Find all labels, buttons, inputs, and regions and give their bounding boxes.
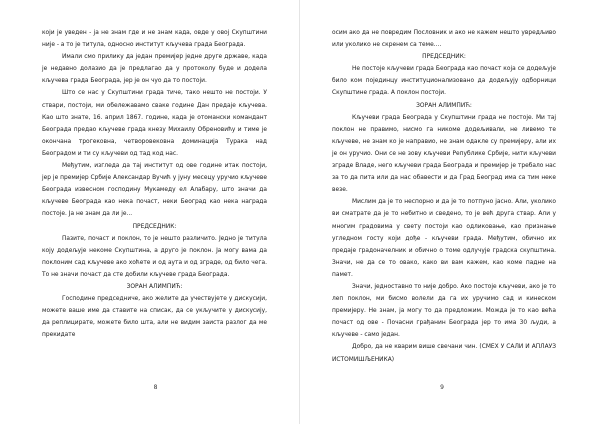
paragraph: Што се нас у Скупштини града тиче, тако нешто не постоји. У ствари, постоји, ми обележавамо сваке године Дан предаје кључева. Као што знате, 16. април 1867. године, када је отомански командант Београда предао кључеве града кнезу Михаилу Обреновићу и тиме је окончана трогековна, четворовековна доминација Турака над Београдом и ти су кључеви од тад код нас.: [42, 90, 267, 157]
paragraph: Не постоје кључеви града Београда као почаст која се додељује било ком појединцу институционализовано да додељују одборници Скупштине града. А поклон постоји.: [332, 66, 556, 97]
paragraph: Пазите, почаст и поклон, то је нешто различито. Једно је титула коју додељује некоме Скупштина, а друго је поклон. Ја могу вама да поклоним сад кључеве ако хоћете и од аута и од зграде, од било чега. То не значи почаст да сте добили кључеве града Београда.: [42, 235, 267, 278]
right-page-text: [332, 27, 556, 366]
paragraph: Господине председниче, ако желите да учествујете у дискусији, можете ваше име да ставите на списак, да се укључите у дискусију, да реплицирате, можете било шта, али не видим заиста разлог да ме прекидате: [42, 296, 267, 339]
paragraph: Мислим да је то неспорно и да је то потпуно јасно. Али, уколико ви сматрате да је то небитно и сведено, то је већ друга ствар. Али у многим градовима у свету постоји као одликовање, као признање угледном госту који дође - кључеви града. Међутим, обично их предаје градоначелник и обично о томе одлучује градска скупштина. Значи, не да се то овако, како ви вам кажем, као коме падне на памет.: [332, 199, 556, 278]
right-page-number: 9: [440, 384, 444, 391]
paragraph: Значи, једноставно то није добро. Ако постоје кључеви, ако је то леп поклон, ми бисмо волели да га их уручимо сад и кинеском премијеру. Не знам, ја могу то да предложим. Можда је то као већа почаст од ове - Почасни грађанин Београда јер то има 30 људи, а кључеве - само један.: [332, 283, 556, 339]
speaker-label: ЗОРАН АЛИМПИЋ:: [126, 283, 183, 290]
continued-paragraph: који је уведен - ја не знам где и не знам када, овде у овој Скупштини није - а то је титула, односно институт кључева града Београда.: [42, 30, 267, 49]
speaker-label: ПРЕДСЕДНИК:: [422, 54, 466, 61]
continued-paragraph: осим ако да не повредим Пословник и ако не кажем нешто увредљиво или уколико не скренем са теме....: [332, 30, 556, 49]
speaker-label: ПРЕДСЕДНИК:: [132, 223, 177, 230]
paragraph: Међутим, изгледа да тај институт од ове године итак постоји, јер је премијер Србије Александар Вучић у јуну месецу уручио кључеве Београда извесном господину Мукамеду ел Алабару, што значи да кључеве Београда као нека почаст, неки Београд као нека награда постоје. Ја не знам да ли је...: [42, 163, 267, 218]
left-page-number: 8: [153, 384, 158, 391]
paragraph: Кључеви града Београда у Скупштини града не постоје. Ми тај поклон не правимо, нисмо га никоме додељивали, не ливемо те кључеве, не знам ко је направио, не знам одакле су премијеру, али их је он уручио. Они се не зову кључеви Републике Србије, нити кључеви зграде Владе, него кључеви града Београда и премијер је требало нас за то да пита или да нас обавести и да Град Београд има са тим неке везе.: [332, 114, 556, 194]
paragraph: Имали смо прилику да један премијер једне друге државе, када је недавно долазио да је предлагао да у протоколу буде и додела кључева града Београда, јер је он чуо да то постоји.: [42, 54, 267, 85]
right-page: [300, 0, 600, 424]
paragraph: Добро, да не кварим више свечани чин. (СМЕХ У САЛИ И АПЛАУЗ ИСТОМИШЉЕНИКА): [332, 344, 556, 363]
speaker-label: ЗОРАН АЛИМПИЋ:: [416, 102, 472, 109]
left-page-text: [42, 27, 267, 341]
